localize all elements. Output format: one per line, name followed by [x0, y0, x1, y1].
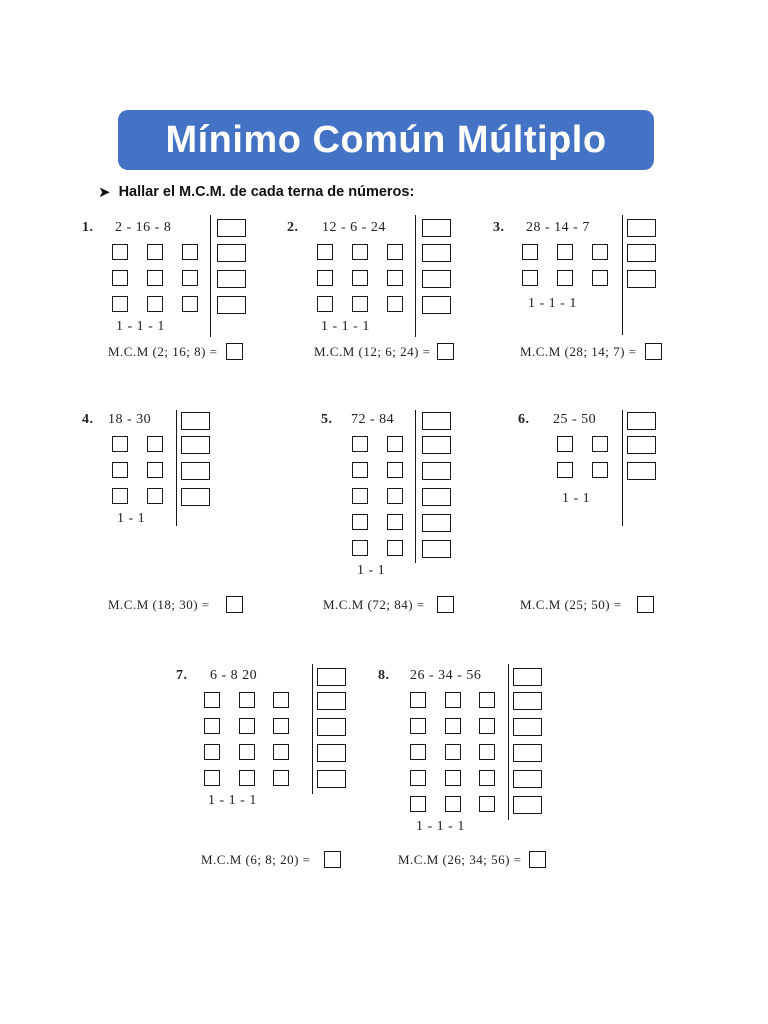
- exercise-1-ones-row: 1 - 1 - 1: [116, 319, 165, 334]
- exercise-7-quotient-box[interactable]: [204, 718, 220, 734]
- exercise-4-quotient-box[interactable]: [147, 462, 163, 478]
- exercise-7-divisor-box[interactable]: [317, 692, 346, 710]
- exercise-6-divisor-box[interactable]: [627, 462, 656, 480]
- exercise-5-quotient-box[interactable]: [387, 436, 403, 452]
- exercise-7-quotient-box[interactable]: [239, 692, 255, 708]
- exercise-8-answer-label: M.C.M (26; 34; 56) =: [398, 852, 522, 867]
- exercise-5-divisor-box[interactable]: [422, 436, 451, 454]
- exercise-3-quotient-box[interactable]: [522, 244, 538, 260]
- exercise-1-quotient-box[interactable]: [112, 296, 128, 312]
- exercise-8-quotient-box[interactable]: [410, 718, 426, 734]
- exercise-4-quotient-box[interactable]: [112, 488, 128, 504]
- exercise-7-quotient-box[interactable]: [204, 692, 220, 708]
- exercise-2-answer-label: M.C.M (12; 6; 24) =: [314, 344, 431, 359]
- exercise-2-quotient-box[interactable]: [352, 244, 368, 260]
- exercise-2-divisor-box[interactable]: [422, 244, 451, 262]
- exercise-4-quotient-box[interactable]: [147, 436, 163, 452]
- arrow-bullet-icon: ➤: [98, 184, 111, 201]
- exercise-8-quotient-box[interactable]: [445, 718, 461, 734]
- exercise-5-quotient-box[interactable]: [387, 540, 403, 556]
- exercise-2-quotient-box[interactable]: [352, 296, 368, 312]
- exercise-7-quotient-box[interactable]: [273, 692, 289, 708]
- exercise-5-divider-line: [415, 410, 416, 563]
- exercise-6-divisor-box[interactable]: [627, 436, 656, 454]
- exercise-5-quotient-box[interactable]: [387, 462, 403, 478]
- exercise-3-quotient-box[interactable]: [592, 270, 608, 286]
- exercise-2-quotient-box[interactable]: [317, 270, 333, 286]
- exercise-3-quotient-box[interactable]: [592, 244, 608, 260]
- exercise-2-answer-box[interactable]: [437, 343, 454, 360]
- exercise-7-divider-line: [312, 664, 313, 794]
- exercise-8-quotient-box[interactable]: [479, 796, 495, 812]
- exercise-1-divisor-box[interactable]: [217, 244, 246, 262]
- exercise-8-quotient-box[interactable]: [445, 744, 461, 760]
- exercise-4-ones-row: 1 - 1: [117, 511, 146, 526]
- exercise-6-quotient-box[interactable]: [557, 436, 573, 452]
- exercise-7-quotient-box[interactable]: [273, 770, 289, 786]
- exercise-2-ones-row: 1 - 1 - 1: [321, 319, 370, 334]
- exercise-5-quotient-box[interactable]: [352, 540, 368, 556]
- exercise-4-numbers: 18 - 30: [108, 412, 152, 427]
- exercise-4-quotient-box[interactable]: [112, 462, 128, 478]
- exercise-2-divider-line: [415, 215, 416, 337]
- exercise-6-quotient-box[interactable]: [592, 462, 608, 478]
- exercise-3-answer-box[interactable]: [645, 343, 662, 360]
- exercise-6-ones-row: 1 - 1: [562, 491, 591, 506]
- exercise-1-quotient-box[interactable]: [112, 270, 128, 286]
- exercise-8-quotient-box[interactable]: [445, 692, 461, 708]
- exercise-7-quotient-box[interactable]: [204, 770, 220, 786]
- exercise-5-divisor-box[interactable]: [422, 514, 451, 532]
- exercise-8-quotient-box[interactable]: [479, 744, 495, 760]
- exercise-7-quotient-box[interactable]: [239, 770, 255, 786]
- exercise-3-number: 3.: [493, 220, 505, 235]
- exercise-8-numbers: 26 - 34 - 56: [410, 668, 482, 683]
- exercise-8-quotient-box[interactable]: [479, 770, 495, 786]
- page-title: Mínimo Común Múltiplo: [165, 118, 607, 161]
- exercise-8-quotient-box[interactable]: [445, 770, 461, 786]
- exercise-1-number: 1.: [82, 220, 94, 235]
- exercise-3-ones-row: 1 - 1 - 1: [528, 296, 577, 311]
- exercise-1-answer-label: M.C.M (2; 16; 8) =: [108, 344, 218, 359]
- exercise-4-answer-label: M.C.M (18; 30) =: [108, 597, 210, 612]
- exercise-1-divisor-box[interactable]: [217, 296, 246, 314]
- exercise-2-numbers: 12 - 6 - 24: [322, 220, 386, 235]
- exercise-1-quotient-box[interactable]: [112, 244, 128, 260]
- exercise-3-divisor-box[interactable]: [627, 244, 656, 262]
- exercise-1-divisor-box[interactable]: [217, 270, 246, 288]
- exercise-3-divisor-box[interactable]: [627, 219, 656, 237]
- exercise-1-divisor-box[interactable]: [217, 219, 246, 237]
- exercise-1-numbers: 2 - 16 - 8: [115, 220, 172, 235]
- exercise-1-answer-box[interactable]: [226, 343, 243, 360]
- exercise-6-number: 6.: [518, 412, 530, 427]
- exercise-8-quotient-box[interactable]: [410, 770, 426, 786]
- exercise-7-numbers: 6 - 8 20: [210, 668, 258, 683]
- exercise-4-divisor-box[interactable]: [181, 488, 210, 506]
- exercise-8-divider-line: [508, 664, 509, 820]
- exercise-2-quotient-box[interactable]: [387, 270, 403, 286]
- instruction-text: Hallar el M.C.M. de cada terna de números:: [118, 184, 415, 200]
- exercise-3-divider-line: [622, 215, 623, 335]
- exercise-6-quotient-box[interactable]: [557, 462, 573, 478]
- exercise-4-divider-line: [176, 410, 177, 526]
- exercise-1-quotient-box[interactable]: [182, 270, 198, 286]
- exercise-1-quotient-box[interactable]: [147, 270, 163, 286]
- exercise-8-quotient-box[interactable]: [410, 692, 426, 708]
- exercise-7-quotient-box[interactable]: [273, 718, 289, 734]
- exercise-3-numbers: 28 - 14 - 7: [526, 220, 590, 235]
- exercise-7-divisor-box[interactable]: [317, 718, 346, 736]
- exercise-3-quotient-box[interactable]: [557, 270, 573, 286]
- exercise-2-divisor-box[interactable]: [422, 270, 451, 288]
- exercise-7-divisor-box[interactable]: [317, 668, 346, 686]
- exercise-5-divisor-box[interactable]: [422, 412, 451, 430]
- exercise-7-quotient-box[interactable]: [239, 744, 255, 760]
- exercise-8-number: 8.: [378, 668, 390, 683]
- exercise-8-divisor-box[interactable]: [513, 692, 542, 710]
- exercise-8-quotient-box[interactable]: [410, 796, 426, 812]
- exercise-5-quotient-box[interactable]: [387, 514, 403, 530]
- exercise-7-divisor-box[interactable]: [317, 744, 346, 762]
- exercise-2-quotient-box[interactable]: [387, 244, 403, 260]
- exercise-6-answer-box[interactable]: [637, 596, 654, 613]
- exercise-2-divisor-box[interactable]: [422, 296, 451, 314]
- exercise-4-divisor-box[interactable]: [181, 412, 210, 430]
- exercise-2-number: 2.: [287, 220, 299, 235]
- exercise-1-divider-line: [210, 215, 211, 337]
- exercise-7-ones-row: 1 - 1 - 1: [208, 793, 257, 808]
- exercise-5-answer-label: M.C.M (72; 84) =: [323, 597, 425, 612]
- exercise-5-ones-row: 1 - 1: [357, 563, 386, 578]
- exercise-5-quotient-box[interactable]: [352, 488, 368, 504]
- exercise-8-quotient-box[interactable]: [445, 796, 461, 812]
- exercise-2-quotient-box[interactable]: [317, 296, 333, 312]
- exercise-4-divisor-box[interactable]: [181, 462, 210, 480]
- exercise-4-number: 4.: [82, 412, 94, 427]
- exercise-6-quotient-box[interactable]: [592, 436, 608, 452]
- exercise-4-answer-box[interactable]: [226, 596, 243, 613]
- exercise-1-quotient-box[interactable]: [182, 296, 198, 312]
- exercise-8-divisor-box[interactable]: [513, 668, 542, 686]
- exercise-8-ones-row: 1 - 1 - 1: [416, 819, 465, 834]
- exercise-8-divisor-box[interactable]: [513, 770, 542, 788]
- exercise-2-quotient-box[interactable]: [352, 270, 368, 286]
- instruction: [98, 183, 414, 201]
- exercise-3-quotient-box[interactable]: [557, 244, 573, 260]
- exercise-8-divisor-box[interactable]: [513, 744, 542, 762]
- exercise-1-quotient-box[interactable]: [147, 244, 163, 260]
- exercise-8-quotient-box[interactable]: [410, 744, 426, 760]
- exercise-7-quotient-box[interactable]: [239, 718, 255, 734]
- exercise-7-answer-label: M.C.M (6; 8; 20) =: [201, 852, 311, 867]
- exercise-6-numbers: 25 - 50: [553, 412, 597, 427]
- exercise-4-divisor-box[interactable]: [181, 436, 210, 454]
- exercise-2-quotient-box[interactable]: [387, 296, 403, 312]
- exercise-3-answer-label: M.C.M (28; 14; 7) =: [520, 344, 637, 359]
- exercise-6-answer-label: M.C.M (25; 50) =: [520, 597, 622, 612]
- exercise-5-divisor-box[interactable]: [422, 462, 451, 480]
- exercise-3-divisor-box[interactable]: [627, 270, 656, 288]
- exercise-1-quotient-box[interactable]: [182, 244, 198, 260]
- exercise-8-quotient-box[interactable]: [479, 718, 495, 734]
- exercise-8-quotient-box[interactable]: [479, 692, 495, 708]
- exercise-4-quotient-box[interactable]: [147, 488, 163, 504]
- exercise-7-answer-box[interactable]: [324, 851, 341, 868]
- exercise-5-quotient-box[interactable]: [352, 436, 368, 452]
- exercise-7-quotient-box[interactable]: [273, 744, 289, 760]
- exercise-6-divider-line: [622, 410, 623, 526]
- exercise-7-quotient-box[interactable]: [204, 744, 220, 760]
- exercise-8-answer-box[interactable]: [529, 851, 546, 868]
- exercise-5-answer-box[interactable]: [437, 596, 454, 613]
- exercise-5-quotient-box[interactable]: [352, 514, 368, 530]
- exercise-4-quotient-box[interactable]: [112, 436, 128, 452]
- exercise-5-number: 5.: [321, 412, 333, 427]
- exercise-5-numbers: 72 - 84: [351, 412, 395, 427]
- exercise-1-quotient-box[interactable]: [147, 296, 163, 312]
- exercise-6-divisor-box[interactable]: [627, 412, 656, 430]
- exercise-5-divisor-box[interactable]: [422, 488, 451, 506]
- exercise-2-divisor-box[interactable]: [422, 219, 451, 237]
- exercise-7-number: 7.: [176, 668, 188, 683]
- exercise-5-divisor-box[interactable]: [422, 540, 451, 558]
- title-banner: [118, 110, 654, 170]
- exercise-5-quotient-box[interactable]: [352, 462, 368, 478]
- exercise-5-quotient-box[interactable]: [387, 488, 403, 504]
- exercise-8-divisor-box[interactable]: [513, 796, 542, 814]
- exercise-2-quotient-box[interactable]: [317, 244, 333, 260]
- exercise-8-divisor-box[interactable]: [513, 718, 542, 736]
- exercise-7-divisor-box[interactable]: [317, 770, 346, 788]
- exercise-3-quotient-box[interactable]: [522, 270, 538, 286]
